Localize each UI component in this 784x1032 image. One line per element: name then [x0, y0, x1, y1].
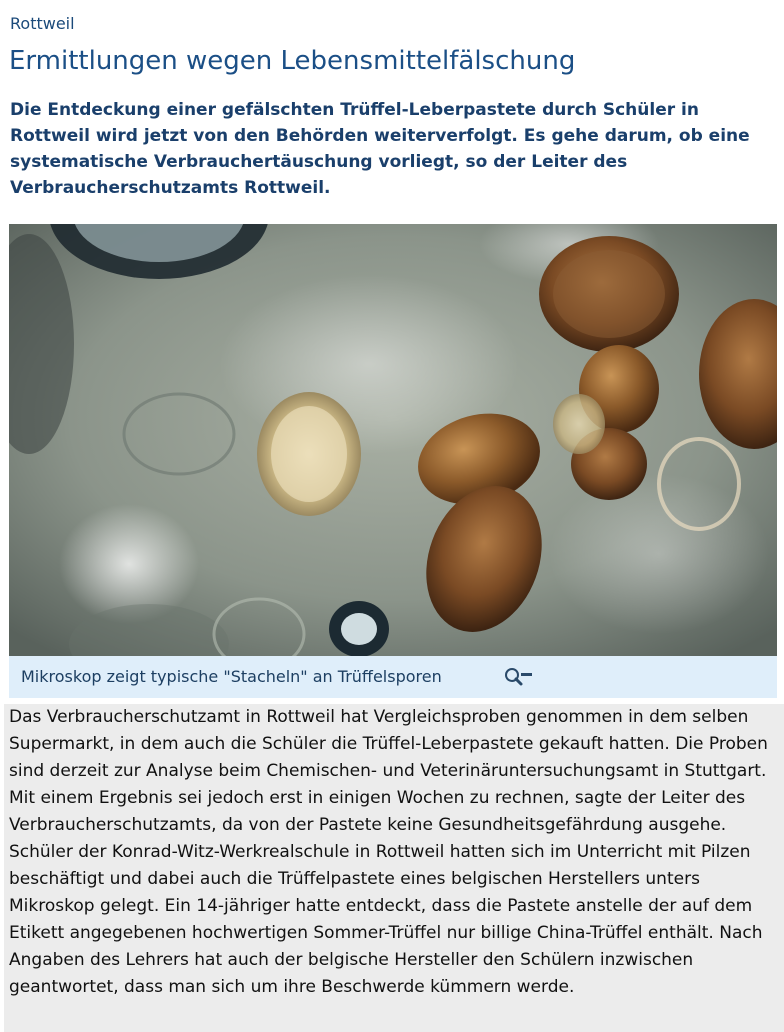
page-title: Ermittlungen wegen Lebensmittelfälschung — [9, 46, 576, 76]
article-figure — [9, 224, 777, 698]
figure-caption: Mikroskop zeigt typische "Stacheln" an Trüffelsporen — [21, 667, 442, 686]
article-body-box — [4, 704, 784, 1032]
article-body: Das Verbraucherschutzamt in Rottweil hat Vergleichsproben genommen in dem selben Supermarkt, in dem auch die Schüler die Trüffel-Leberpastete gekauft hatten. Die Proben sind derzeit zur Analyse beim Chemischen- und Veterinäruntersuchungsamt in Stuttgart. Mit einem Ergebnis sei jedoch erst in einigen Wochen zu rechnen, sagte der Leiter des Verbraucherschutzamts, da von der Pastete keine Gesundheitsgefährdung ausgehe. Schüler der Konrad-Witz-Werkrealschule in Rottweil hatten sich im Unterricht mit Pilzen beschäftigt und dabei auch die Trüffelpastete eines belgischen Herstellers unters Mikroskop gelegt. Ein 14-jähriger hatte entdeckt, dass die Pastete anstelle der auf dem Etikett angegebenen hochwertigen Sommer-Trüffel nur billige China-Trüffel enthält. Nach Angaben des Lehrers hat auch der belgische Hersteller den Schülern inzwischen geantwortet, dass man sich um ihre Beschwerde kümmern werde. — [9, 707, 768, 997]
microscope-photo-illustration — [9, 224, 777, 656]
figure-caption-bar — [9, 656, 777, 698]
article-teaser: Die Entdeckung einer gefälschten Trüffel-Leberpastete durch Schüler in Rottweil wird jetzt von den Behörden weiterverfolgt. Es gehe darum, ob eine systematische Verbrauchertäuschung vorliegt, so der Leiter des Verbraucherschutzamts Rottweil. — [10, 100, 750, 198]
microscope-photo[interactable] — [9, 224, 777, 656]
zoom-out-magnifier-icon[interactable] — [503, 666, 535, 688]
kicker-location: Rottweil — [10, 14, 75, 33]
